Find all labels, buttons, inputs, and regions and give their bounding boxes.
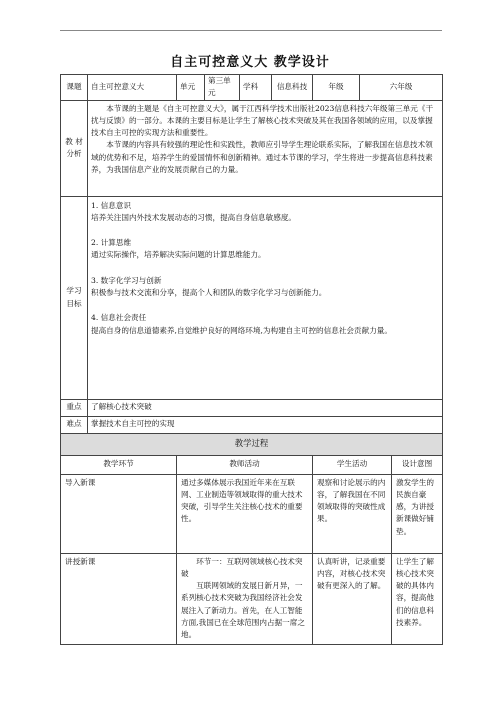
process-header-student: 学生活动	[313, 455, 392, 474]
goals-content	[88, 196, 443, 399]
process-intent: 让学生了解核心技术突破的具体内容，提高他们的信息科技素养。	[392, 553, 443, 644]
topic-label: 课题	[61, 75, 88, 101]
topic-value: 自主可控意义大	[88, 75, 177, 101]
teacher-activity-text: 通过多媒体展示我国近年来在互联网、工业制造等领域取得的重大技术突破，引导学生关注核心技术的重要性。	[181, 477, 303, 524]
goals-row	[61, 196, 443, 399]
lesson-plan-table	[60, 74, 443, 645]
process-stage: 导入新课	[61, 474, 177, 553]
process-header-teacher: 教师活动	[177, 455, 313, 474]
grade-label: 年级	[313, 75, 360, 101]
process-teacher	[177, 474, 313, 553]
analysis-label: 教 材 分析	[61, 100, 88, 196]
process-intent: 激发学生的民族自豪感，为讲授新课做好铺垫。	[392, 474, 443, 553]
process-row	[61, 474, 443, 553]
process-title-row	[61, 433, 443, 455]
goal-text: 提高自身的信息道德素养,自觉维护良好的网络环境,为构建自主可控的信息社会贡献力量。	[91, 325, 392, 335]
grade-value: 六年级	[360, 75, 443, 101]
goal-text: 培养关注国内外技术发展动态的习惯，提高自身信息敏感度。	[91, 212, 297, 222]
process-row	[61, 553, 443, 644]
difficult-point-row	[61, 416, 443, 433]
goal-text: 积极参与技术交流和分享，提高个人和团队的数字化学习与创新能力。	[91, 288, 327, 298]
process-header-intent: 设计意图	[392, 455, 443, 474]
goal-text: 通过实际操作，培养解决实际问题的计算思维能力。	[91, 250, 266, 260]
process-header-stage: 教学环节	[61, 455, 177, 474]
goal-heading: 2. 计算思维	[91, 238, 132, 248]
goal-heading: 1. 信息意识	[91, 200, 132, 210]
unit-label: 单元	[177, 75, 205, 101]
teacher-activity-heading: 环节一：互联网领域核心技术突破	[181, 556, 303, 578]
analysis-paragraph: 本节课的内容具有较强的理论性和实践性，教师应引导学生理论联系实际，了解我国在信息技术领域的优势和不足，培养学生的爱国情怀和创新精神。通过本节课的学习，学生将进一步提高信息科技素养，为我国信息产业的发展贡献自己的力量。	[91, 140, 433, 175]
subject-value: 信息科技	[272, 75, 313, 101]
info-row	[61, 75, 443, 101]
process-student: 观察和讨论展示的内容，了解我国在不同领域取得的突破性成果。	[313, 474, 392, 553]
difficult-point-label: 难点	[61, 416, 88, 433]
goal-heading: 3. 数字化学习与创新	[91, 275, 162, 285]
goal-heading: 4. 信息社会责任	[91, 313, 147, 323]
process-student: 认真听讲，记录重要内容，对核心技术突破有更深入的了解。	[313, 553, 392, 644]
header-rule	[60, 30, 442, 31]
unit-value: 第三单元	[205, 75, 240, 101]
key-point-row	[61, 399, 443, 416]
teacher-activity-text: 互联网领域的发展日新月异，一系列核心技术突破为我国经济社会发展注入了新动力。首先，在人工智能方面,我国已在全球范围内占据一席之地。	[181, 581, 305, 640]
analysis-content	[88, 100, 443, 196]
process-header-row	[61, 455, 443, 474]
document-title: 自主可控意义大 教学设计	[170, 55, 330, 70]
key-point-label: 重点	[61, 399, 88, 416]
analysis-row	[61, 100, 443, 196]
subject-label: 学科	[240, 75, 272, 101]
process-teacher	[177, 553, 313, 644]
difficult-point-text: 掌握技术自主可控的实现	[88, 416, 443, 433]
analysis-paragraph: 本节课的主题是《自主可控意义大》，属于江西科学技术出版社2023信息科技六年级第三单元《干扰与反馈》的一部分。本课的主要目标是让学生了解核心技术突破及其在我国各领域的应用，以及掌握技术自主可控的实现方法和重要性。	[91, 103, 434, 138]
goals-label: 学习 目标	[61, 196, 88, 399]
key-point-text: 了解核心技术突破	[88, 399, 443, 416]
process-title: 教学过程	[61, 433, 443, 455]
process-stage: 讲授新课	[61, 553, 177, 644]
